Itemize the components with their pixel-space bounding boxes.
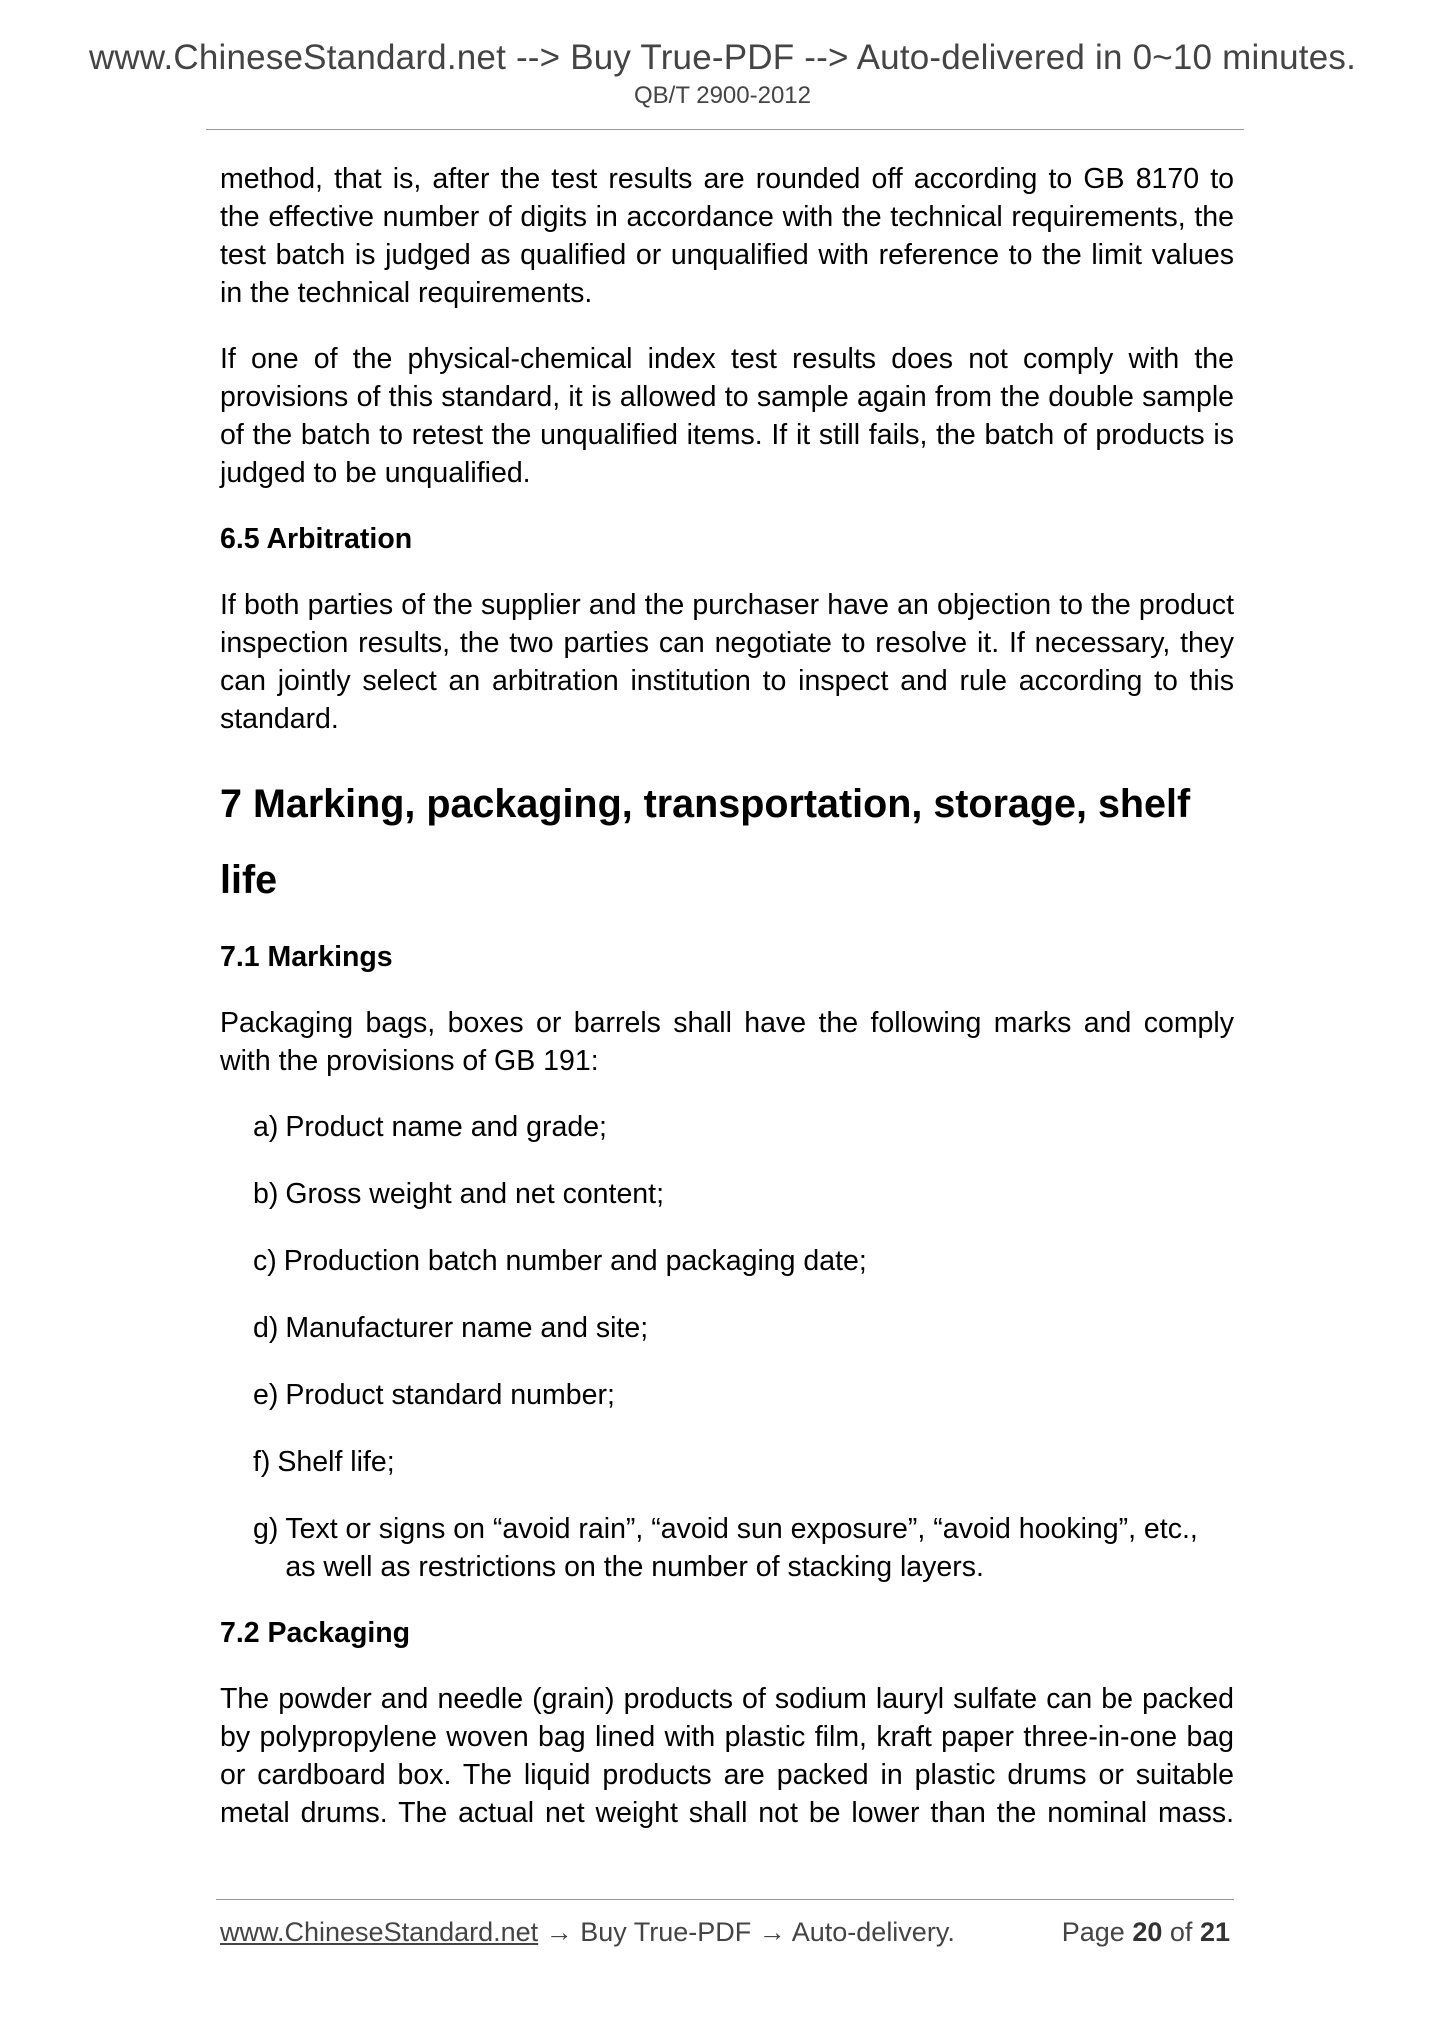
list-item: [253, 1309, 1234, 1347]
list-marker: c): [253, 1245, 277, 1277]
list-item-text: Gross weight and net content;: [285, 1178, 664, 1210]
markings-list: [220, 1108, 1234, 1586]
heading-7: 7 Marking, packaging, transportation, storage, shelf life: [220, 782, 1191, 902]
list-item-text: Product standard number;: [285, 1379, 615, 1411]
list-item-text: Text or signs on “avoid rain”, “avoid sun exposure”, “avoid hooking”, etc., as well as restrictions on the number of stacking layers.: [285, 1513, 1198, 1583]
page-indicator: [1062, 1917, 1230, 1948]
heading-7-1: 7.1 Markings: [220, 941, 393, 973]
list-item: [253, 1242, 1234, 1280]
list-marker: e): [253, 1379, 279, 1411]
list-item-text: Product name and grade;: [285, 1111, 607, 1143]
footer-site-link[interactable]: www.ChineseStandard.net: [220, 1917, 539, 1947]
list-marker: f): [253, 1446, 271, 1478]
paragraph-arbitration: If both parties of the supplier and the purchaser have an objection to the product inspection results, the two parties can negotiate to resolve it. If necessary, they can jointly select an arbitration institution to inspect and rule according to this standard.: [220, 589, 1234, 735]
page-current: 20: [1132, 1917, 1163, 1947]
header-banner: www.ChineseStandard.net --> Buy True-PDF --> Auto-delivered in 0~10 minutes.: [88, 38, 1357, 77]
of-label: of: [1169, 1917, 1193, 1947]
list-marker: b): [253, 1178, 279, 1210]
heading-7-2: 7.2 Packaging: [220, 1617, 411, 1649]
footer-tagline: → Buy True-PDF → Auto-delivery.: [538, 1917, 955, 1947]
list-item: [253, 1175, 1234, 1213]
list-item-text: Production batch number and packaging date;: [283, 1245, 867, 1277]
paragraph-method: method, that is, after the test results are rounded off according to GB 8170 to the effective number of digits in accordance with the technical requirements, the test batch is judged as qualified or unqualified with reference to the limit values in the technical requirements.: [220, 163, 1234, 309]
footer-divider: [216, 1899, 1234, 1900]
list-item: [253, 1510, 1234, 1586]
heading-6-5: 6.5 Arbitration: [220, 523, 413, 555]
paragraph-packaging: The powder and needle (grain) products of sodium lauryl sulfate can be packed by polypropylene woven bag lined with plastic film, kraft paper three-in-one bag or cardboard box. The liquid products are packed in plastic drums or suitable metal drums. The actual net weight shall not be lower than the nominal mass.: [220, 1683, 1234, 1829]
page-label: Page: [1061, 1917, 1125, 1947]
paragraph-retest: If one of the physical-chemical index test results does not comply with the provisions of this standard, it is allowed to sample again from the double sample of the batch to retest the unqualified items. If it still fails, the batch of products is judged to be unqualified.: [220, 343, 1234, 489]
list-item: [253, 1376, 1234, 1414]
footer-left: [220, 1917, 955, 1948]
list-marker: g): [253, 1513, 279, 1545]
list-item: [253, 1108, 1234, 1146]
list-item: [253, 1443, 1234, 1481]
standard-code: QB/T 2900-2012: [633, 82, 811, 109]
list-item-text: Manufacturer name and site;: [285, 1312, 649, 1344]
header-divider: [206, 129, 1244, 130]
page-total: 21: [1199, 1917, 1230, 1947]
list-item-text: Shelf life;: [277, 1446, 395, 1478]
list-marker: a): [253, 1111, 279, 1143]
list-marker: d): [253, 1312, 279, 1344]
document-body: [220, 160, 1234, 1860]
paragraph-markings-intro: Packaging bags, boxes or barrels shall have the following marks and comply with the provisions of GB 191:: [220, 1007, 1234, 1077]
